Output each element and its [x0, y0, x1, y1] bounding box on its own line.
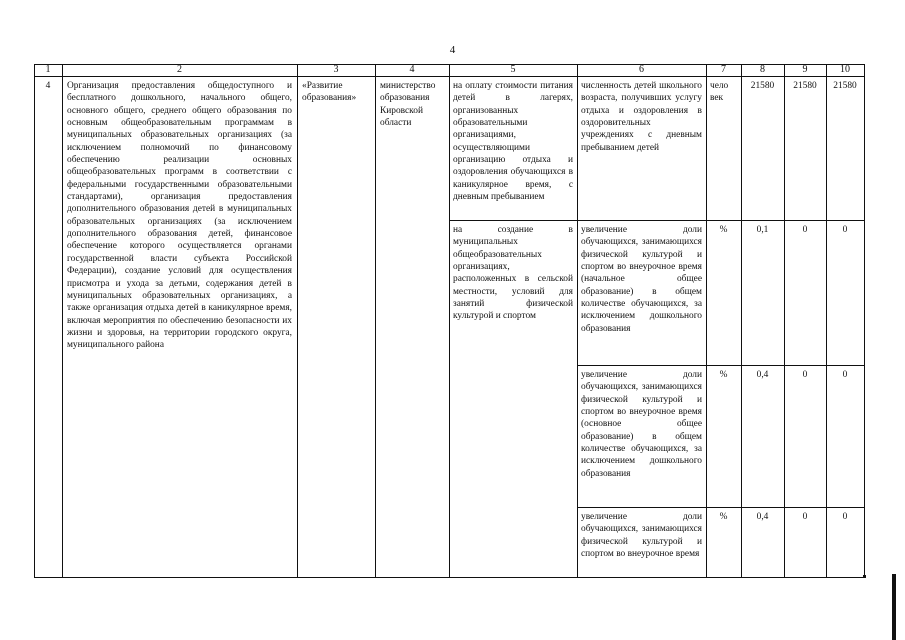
- header-col-6: 6: [639, 64, 644, 75]
- indicator-2-value-8: 0,1: [756, 225, 769, 235]
- indicator-1-text: численность детей школьного возраста, получивших услугу отдыха и оздоровления в оздоровительных учреждениях с дневным пребыванием детей: [581, 81, 702, 153]
- indicator-3-value-8: 0,4: [756, 370, 769, 380]
- col-border-0: [34, 64, 35, 577]
- col-border-8: [784, 64, 785, 577]
- indicator-4-text: увеличение доли обучающихся, занимающихся физической культурой и спортом во внеурочное время: [581, 512, 702, 560]
- col-border-2: [297, 64, 298, 577]
- page-number: 4: [449, 44, 456, 56]
- row-number: 4: [45, 81, 51, 91]
- indicator-4-value-8: 0,4: [756, 512, 769, 522]
- col-border-3: [375, 64, 376, 577]
- header-col-7: 7: [721, 64, 726, 75]
- indicator-3-unit: %: [719, 370, 728, 380]
- header-col-9: 9: [802, 64, 808, 75]
- indicator-4-value-9: 0: [802, 512, 808, 522]
- header-col-4: 4: [409, 64, 415, 75]
- section-divider-3: [577, 507, 864, 508]
- indicator-3-text: увеличение доли обучающихся, занимающихся физической культурой и спортом во внеурочное время (основное общее образование) в общем количестве обучающихся, за исключением дошкольного образования: [581, 370, 702, 479]
- indicator-3-value-9: 0: [802, 370, 808, 380]
- section-divider-2: [577, 365, 864, 366]
- indicator-2-value-10: 0: [842, 225, 848, 235]
- col-border-6: [706, 64, 707, 577]
- indicator-2-text: увеличение доли обучающихся, занимающихся физической культурой и спортом во внеурочное время (начальное общее образование) в общем количестве обучающихся, за исключением дошкольного образования: [581, 225, 702, 334]
- responsible-ministry: министерство образования Кировской области: [380, 81, 436, 129]
- header-col-8: 8: [760, 64, 765, 75]
- scan-speck: [863, 575, 866, 578]
- header-col-1: 1: [45, 64, 51, 75]
- authority-description: Организация предоставления общедоступного и бесплатного дошкольного, начального общего, основного общего, среднего общего образования по основным общеобразовательным программам в муниципальных образовательных организациях (за исключением полномочий по финансовому обеспечению реализации основных общеобразовательных программ в соответствии с федеральными государственными образовательными стандартами), организация предоставления дополнительного образования детей в муниципальных образовательных организациях (за исключением дополнительного образования детей, финансовое обеспечение которого осуществляется органами государственной власти субъекта Российской Федерации), создание условий для осуществления присмотра и ухода за детьми, содержания детей в муниципальных образовательных организациях, а также организация отдыха детей в каникулярное время, включая мероприятия по обеспечению безопасности их жизни и здоровья, на территории городского округа, муниципального района: [67, 81, 292, 351]
- col-border-1: [62, 64, 63, 577]
- scan-edge-mark: [892, 574, 896, 640]
- col-border-7: [741, 64, 742, 577]
- header-col-3: 3: [333, 64, 339, 75]
- indicator-1-unit: человек: [710, 81, 729, 104]
- col-border-9: [826, 64, 827, 577]
- indicator-1-value-9: 21580: [793, 81, 817, 91]
- header-col-2: 2: [177, 64, 182, 75]
- table-bottom-border: [34, 577, 864, 578]
- indicator-2-value-9: 0: [802, 225, 808, 235]
- indicator-3-value-10: 0: [842, 370, 848, 380]
- purpose-1: на оплату стоимости питания детей в лагерях, организованных образовательными организациями, осуществляющими организацию отдыха и оздоровления обучающихся в каникулярное время, с дневным пребыванием: [453, 81, 573, 203]
- section-divider-1: [449, 220, 864, 221]
- indicator-1-value-8: 21580: [750, 81, 775, 91]
- indicator-4-value-10: 0: [842, 512, 848, 522]
- col-border-4: [449, 64, 450, 577]
- indicator-2-unit: %: [719, 225, 728, 235]
- indicator-4-unit: %: [719, 512, 728, 522]
- header-col-5: 5: [510, 64, 516, 75]
- purpose-2: на создание в муниципальных общеобразовательных организациях, расположенных в сельской местности, условий для занятий физической культурой и спортом: [453, 225, 573, 322]
- col-border-5: [577, 64, 578, 577]
- state-program: «Развитие образования»: [302, 81, 357, 104]
- header-col-10: 10: [840, 64, 850, 75]
- col-border-10: [864, 64, 865, 577]
- indicator-1-value-10: 21580: [833, 81, 857, 91]
